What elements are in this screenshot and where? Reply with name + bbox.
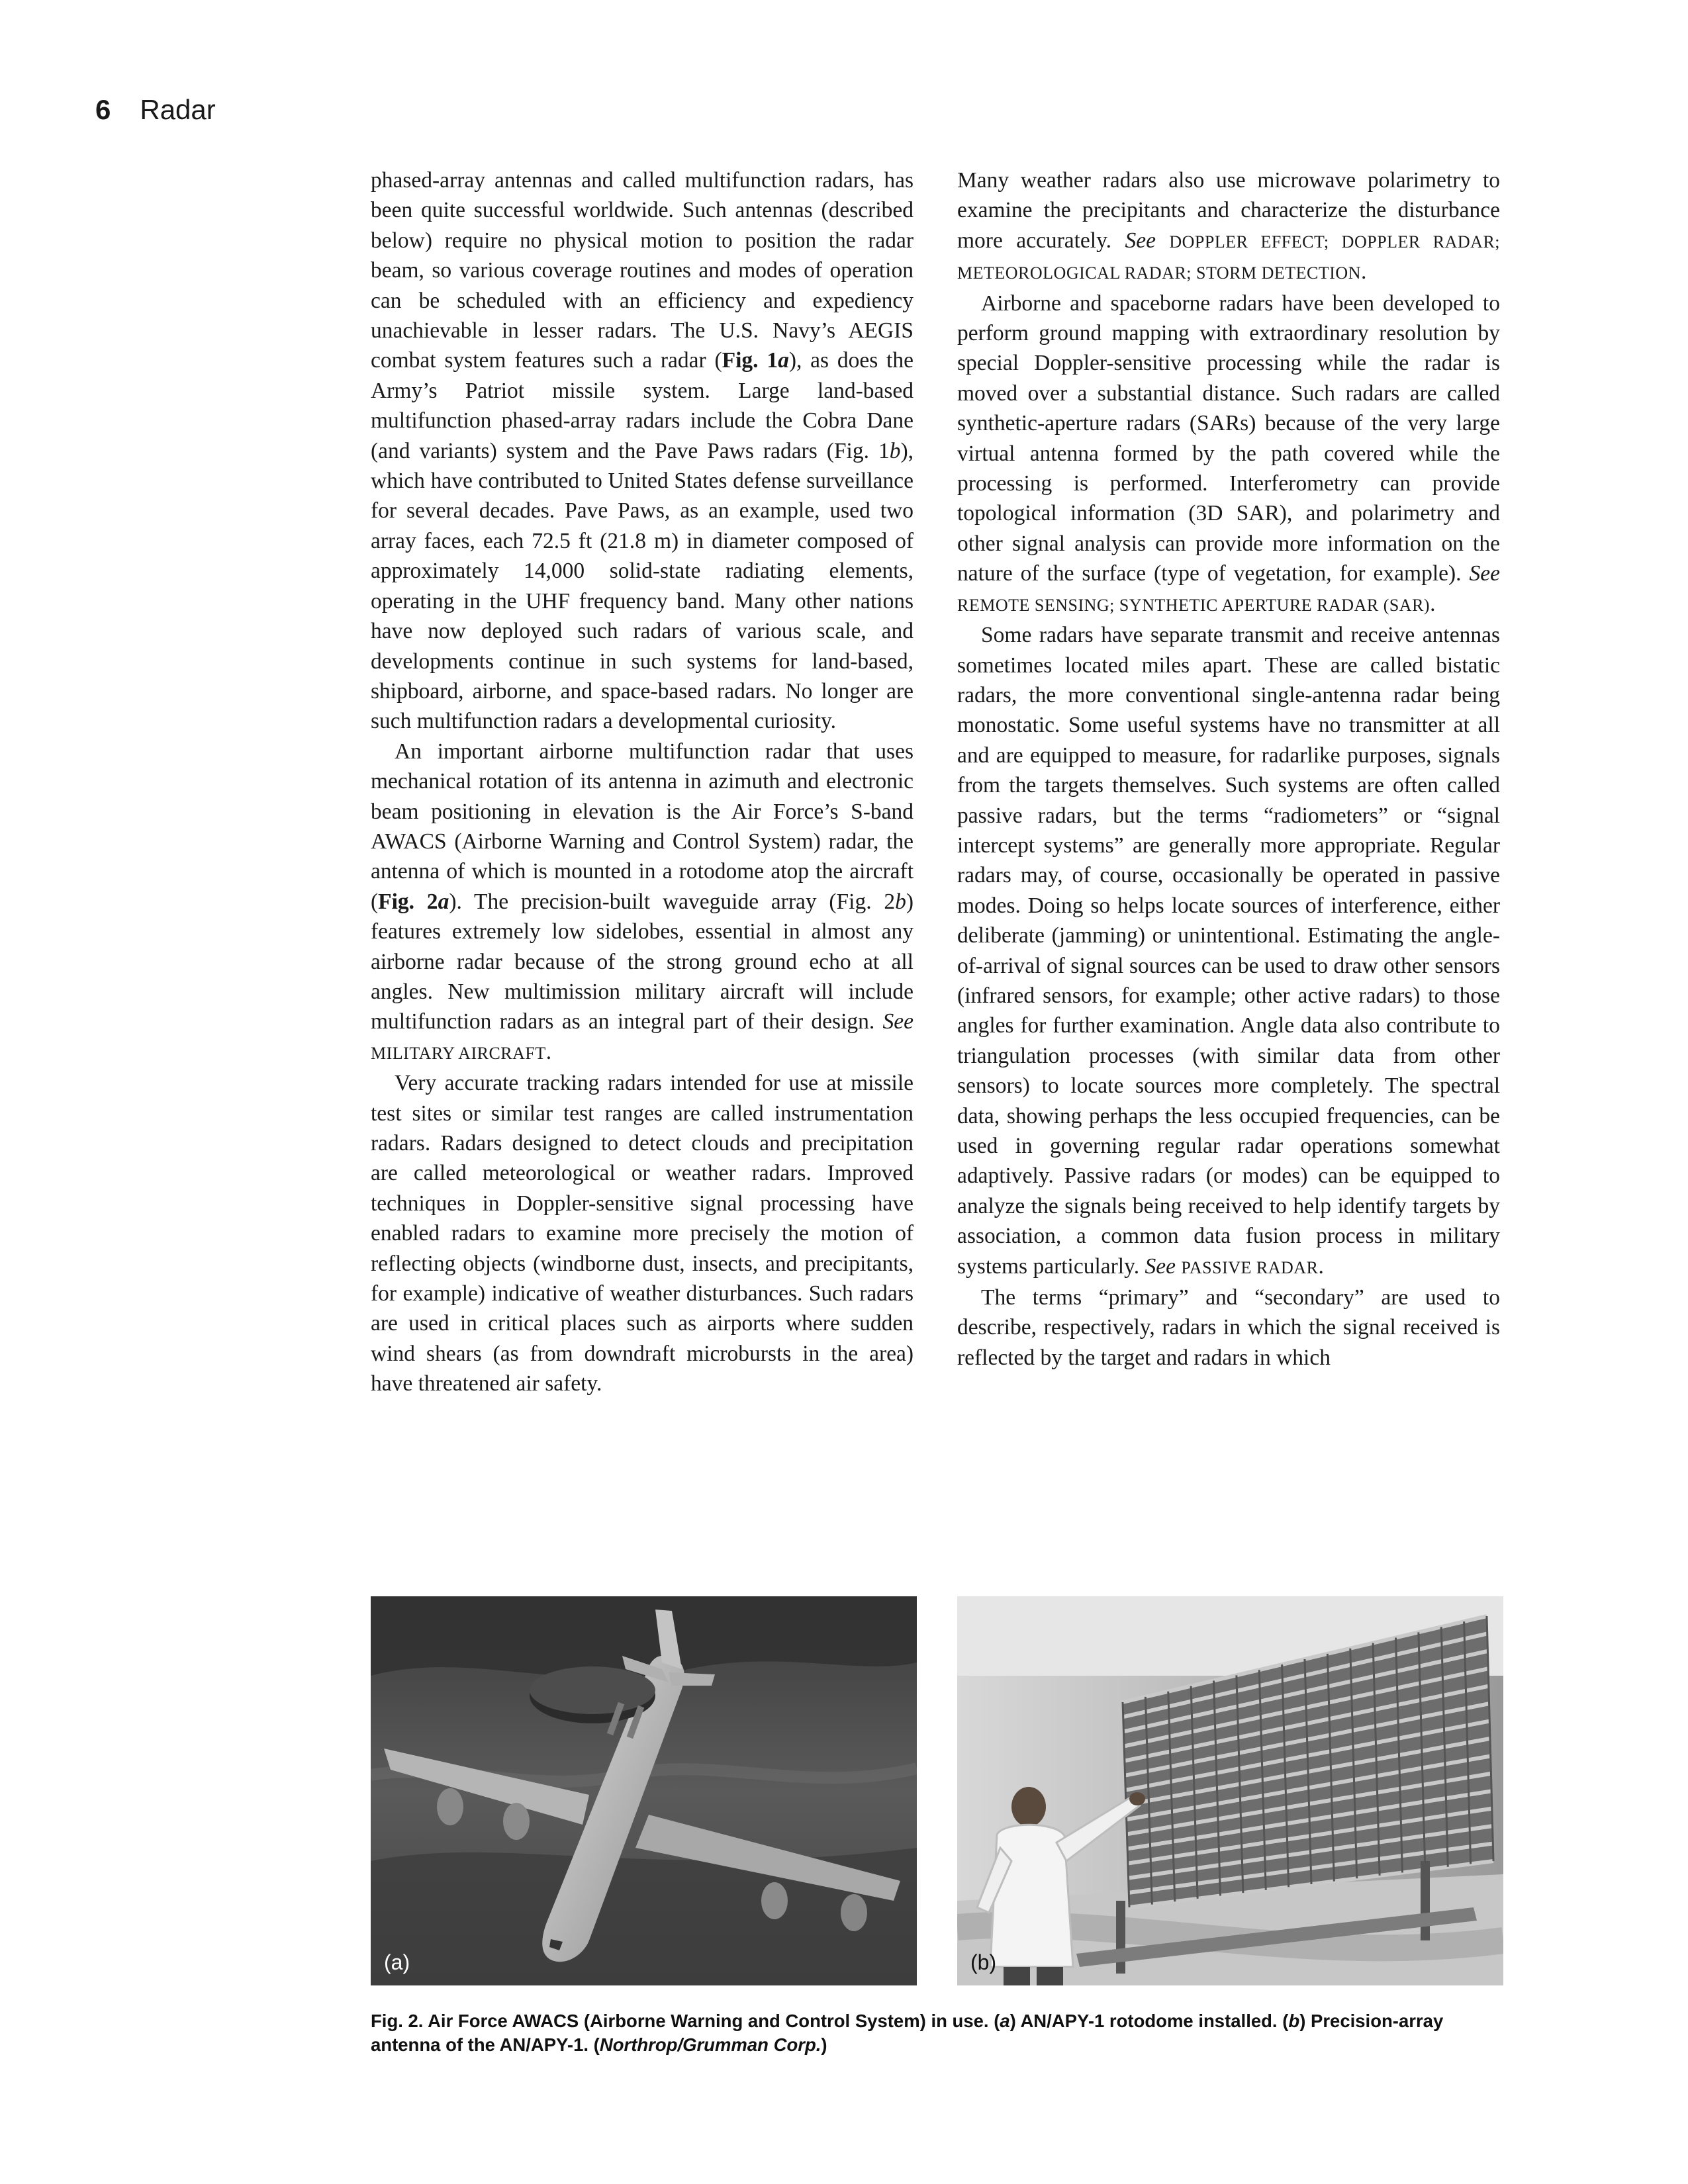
paragraph: Airborne and spaceborne radars have been developed to perform ground mapping with extraordinary resolution by special Doppler-sensitive processing while the radar is moved over a substantial distance. Such radars are called synthetic-aperture radars (SARs) because of the very large virtual antenna formed by the path covered while the processing is performed. Interferometry can provide topological information (3D SAR), and polarimetry and other signal analysis can provide more information on the nature of the surface (type of vegetation, for example). See REMOTE SENSING; SYNTHETIC APERTURE RADAR (SAR). [957,291,1500,616]
paragraph: An important airborne multifunction radar that uses mechanical rotation of its antenna in azimuth and electronic beam positioning in elevation is the Air Force’s S-band AWACS (Airborne Warning and Control System) radar, the antenna of which is mounted in a rotodome atop the aircraft (Fig. 2a). The precision-built waveguide array (Fig. 2b) features extremely low sidelobes, essential in almost any airborne radar because of the strong ground echo at all angles. New multimission military aircraft will include multifunction radars as an integral part of their design. See MILITARY AIRCRAFT. [371,739,914,1064]
running-head [95,93,216,127]
panel-label-b: (b) [970,1950,997,1974]
cross-reference: REMOTE SENSING; SYNTHETIC APERTURE RADAR (SAR) [957,595,1430,615]
paragraph: phased-array antennas and called multifunction radars, has been quite successful worldwide. Such antennas (described below) require no physical motion to position the radar beam, so various coverage routines and modes of operation can be scheduled with an efficiency and expediency unachievable in lesser radars. The U.S. Navy’s AEGIS combat system features such a radar (Fig. 1a), as does the Army’s Patriot missile system. Large land-based multifunction phased-array radars include the Cobra Dane (and variants) system and the Pave Paws radars (Fig. 1b), which have contributed to United States defense surveillance for several decades. Pave Paws, as an example, used two array faces, each 72.5 ft (21.8 m) in diameter composed of approximately 14,000 solid-state radiating elements, operating in the UHF frequency band. Many other nations have now deployed such radars of various scale, and developments continue in such systems for land-based, shipboard, airborne, and space-based radars. No longer are such multifunction radars a developmental curiosity. [371,168,914,734]
right-column [957,165,1500,1373]
figure-caption: Fig. 2. Air Force AWACS (Airborne Warning and Control System) in use. (a) AN/APY-1 rotodome installed. (b) Precision-array antenna of the AN/APY-1. (Northrop/Grumman Corp.) [371,2011,1444,2055]
awacs-aircraft-illustration [371,1596,917,1985]
array-antenna-illustration [957,1596,1503,1985]
cross-reference: PASSIVE RADAR [1181,1257,1319,1277]
section-title: Radar [140,94,216,125]
paragraph: Very accurate tracking radars intended for use at missile test sites or similar test ranges are called instrumentation radars. Radars designed to detect clouds and precipitation are called meteorological or weather radars. Improved techniques in Doppler-sensitive signal processing have enabled radars to examine more precisely the motion of reflecting objects (windborne dust, insects, and precipitants, for example) indicative of weather disturbances. Such radars are used in critical places such as airports where sudden wind shears (as from downdraft microbursts in the area) have threatened air safety. [371,1071,914,1396]
cross-reference: MILITARY AIRCRAFT [371,1043,546,1063]
page-number: 6 [95,94,111,125]
array-antenna-photo [957,1596,1503,1985]
panel-label-a: (a) [384,1950,410,1974]
awacs-photo [371,1596,917,1985]
paragraph: Some radars have separate transmit and receive antennas sometimes located miles apart. These are called bistatic radars, the more conventional single-antenna radar being monostatic. Some useful systems have no transmitter at all and are equipped to measure, for radarlike purposes, signals from the targets themselves. Such systems are often called passive radars, but the terms “radiometers” or “signal intercept systems” are generally more appropriate. Regular radars may, of course, occasionally be operated in passive modes. Doing so helps locate sources of interference, either deliberate (jamming) or unintentional. Estimating the angle-of-arrival of signal sources can be used to draw other sensors (infrared sensors, for example; other active radars) to those angles for further examination. Angle data also contribute to triangulation processes (with similar data from other sensors) to locate sources more completely. The spectral data, showing perhaps the less occupied frequencies, can be used in governing regular radar operations somewhat adaptively. Passive radars (or modes) can be equipped to analyze the signals being received to help identify targets by association, a common data fusion process in military systems particularly. See PASSIVE RADAR. [957,623,1500,1279]
left-column [371,165,914,1399]
paragraph: Many weather radars also use microwave polarimetry to examine the precipitants and characterize the disturbance more accurately. See DOPPLER EFFECT; DOPPLER RADAR; METEOROLOGICAL RADAR; STORM DETECTION. [957,168,1501,285]
paragraph: The terms “primary” and “secondary” are used to describe, respectively, radars in which the signal received is reflected by the target and radars in which [957,1285,1500,1370]
cross-reference: DOPPLER EFFECT; DOPPLER RADAR; METEOROLOGICAL RADAR; STORM DETECTION [957,232,1501,283]
